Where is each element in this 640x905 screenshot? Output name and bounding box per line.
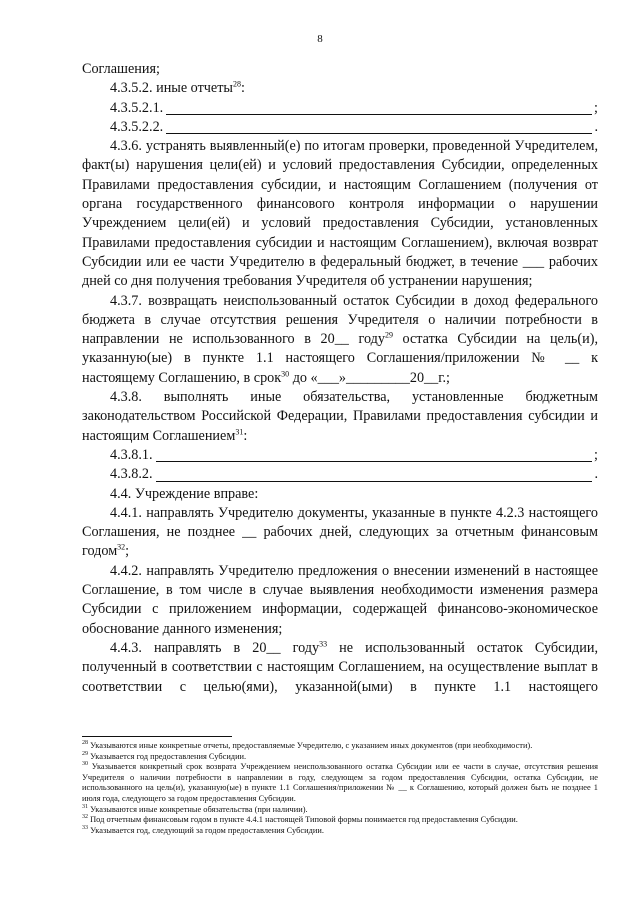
punctuation: ; (594, 446, 598, 463)
paragraph-text: 4.3.6. устранять выявленный(е) по итогам проверки, проведенной Учредителем, факт(ы) нарушения цели(ей) и условий предоставления Субсидии, определенных Правилами предоставления субсидии, и настоящим Соглашением (получения от органа государственного финансового контроля информации о нарушении Учреждением цели(ей) и условий предоставления Субсидии, установленных Правилами предоставления субсидии и настоящим Соглашением), включая возврат Субсидии или ее части Учредителю в федеральный бюджет, в течение ___ рабочих дней со дня получения требования Учредителя об устранении нарушения; (82, 138, 598, 290)
footnote-number: 32 (82, 814, 88, 821)
paragraph-text: 4.4.2. направлять Учредителю предложения о внесении изменений в настоящее Соглашение, в том числе в случае выявления необходимости изменения размера Субсидии с приложением информации, содержащей финансово-экономическое обоснование данного изменения; (82, 562, 598, 637)
footnote-text: Указывается год, следующий за годом предоставления Субсидии. (90, 825, 324, 835)
paragraph-4-3-5-2 (82, 79, 598, 98)
footnote-ref: 28 (232, 79, 241, 89)
paragraph-text: 4.3.5.2. иные отчеты (110, 80, 233, 97)
blank-line-item-4-3-5-2-1 (82, 99, 598, 118)
paragraph-4-4-2 (82, 562, 598, 639)
item-label: 4.3.5.2.1. (110, 99, 164, 116)
paragraph-4-4 (82, 485, 598, 504)
blank-line-item-4-3-8-1 (82, 446, 598, 465)
fill-in-blank-line (166, 120, 592, 134)
paragraph-text: Соглашения; (82, 61, 160, 77)
blank-line-item-4-3-5-2-2 (82, 118, 598, 137)
punctuation: ; (125, 543, 130, 560)
punctuation: : (240, 80, 245, 97)
punctuation: . (594, 118, 598, 135)
paragraph-continuation (82, 60, 598, 79)
footnote-text: Под отчетным финансовым годом в пункте 4.4.1 настоящей Типовой формы понимается год предоставления Субсидии. (90, 815, 518, 825)
footnote-number: 33 (82, 824, 88, 831)
footnote-ref: 29 (384, 330, 393, 340)
footnote (82, 826, 598, 837)
page-number: 8 (317, 33, 323, 45)
footnote-number: 31 (82, 803, 88, 810)
footnote-ref: 30 (281, 369, 290, 379)
footnote (82, 805, 598, 816)
footnote-text: Указываются иные конкретные отчеты, предоставляемые Учредителю, с указанием иных документов (при необходимости). (90, 741, 533, 750)
footnote-number: 29 (82, 750, 88, 757)
paragraph-text: 4.4. Учреждение вправе: (110, 485, 259, 502)
punctuation: ; (594, 99, 598, 116)
document-body (82, 60, 598, 697)
paragraph-text: остатка Субсидии на цель(и), указанную(ые) в пункте 1.1 настоящего Соглашения/приложении № __ к настоящему Соглашению, в срок (82, 331, 598, 386)
footnote (82, 762, 598, 804)
footnote-ref: 33 (319, 639, 328, 649)
footnote-text: Указывается конкретный срок возврата Учреждением неиспользованного остатка Субсидии или ее части в случае, отсутствия решения Учредителя о наличии потребности в направлении в году, следующем за годом предоставления Субсидии, остатка Субсидии, не использованного на цель(и), указанную(ые) в пункте 1.1 Соглашения/приложении № __ к Соглашению, который должен быть не позднее 1 июля года, следующего за годом предоставления Субсидии. (82, 762, 599, 803)
item-label: 4.3.8.1. (110, 446, 153, 463)
footnote-ref: 31 (235, 426, 244, 436)
footnote (82, 741, 598, 752)
paragraph-4-4-3 (82, 639, 598, 697)
punctuation: : (243, 427, 248, 444)
footnote (82, 752, 598, 763)
fill-in-blank-line (156, 468, 593, 482)
paragraph-4-3-8 (82, 388, 598, 446)
paragraph-text: до «___»_________20__г.; (289, 369, 450, 386)
footnote-number: 28 (82, 740, 88, 747)
blank-line-item-4-3-8-2 (82, 465, 598, 484)
paragraph-4-3-7 (82, 292, 598, 388)
paragraph-text: не использованный остаток Субсидии, полученный в соответствии с настоящим Соглашением, на осуществление выплат в соответствии с целью(ями), указанной(ыми) в пункте 1.1 настоящего (82, 639, 598, 695)
paragraph-text: 4.4.3. направлять в 20__ году (110, 639, 320, 656)
item-label: 4.3.5.2.2. (110, 118, 164, 135)
paragraph-text: 4.3.8. выполнять иные обязательства, установленные бюджетным законодательством Российской Федерации, Правилами предоставления субсидии и настоящим Соглашением (82, 389, 598, 444)
footnotes (82, 741, 598, 836)
item-label: 4.3.8.2. (110, 466, 153, 483)
footnote-ref: 32 (117, 542, 126, 552)
footnote-number: 30 (82, 761, 88, 768)
fill-in-blank-line (166, 101, 592, 115)
punctuation: . (594, 466, 598, 483)
paragraph-4-3-6 (82, 137, 598, 291)
footnote (82, 815, 598, 826)
footnote-text: Указывается год предоставления Субсидии. (90, 751, 247, 761)
paragraph-4-4-1 (82, 504, 598, 562)
footnote-text: Указываются иные конкретные обязательства (при наличии). (90, 804, 308, 814)
paragraph-text: 4.3.7. возвращать неиспользованный остаток Субсидии в доход федерального бюджета в случае отсутствия решения Учредителя о наличии потребности в направлении не использованного в 20__ году (82, 292, 598, 348)
fill-in-blank-line (156, 448, 592, 462)
footnote-separator (82, 736, 232, 737)
paragraph-text: 4.4.1. направлять Учредителю документы, указанные в пункте 4.2.3 настоящего Соглашения, не позднее __ рабочих дней, следующих за отчетным финансовым годом (82, 504, 598, 560)
